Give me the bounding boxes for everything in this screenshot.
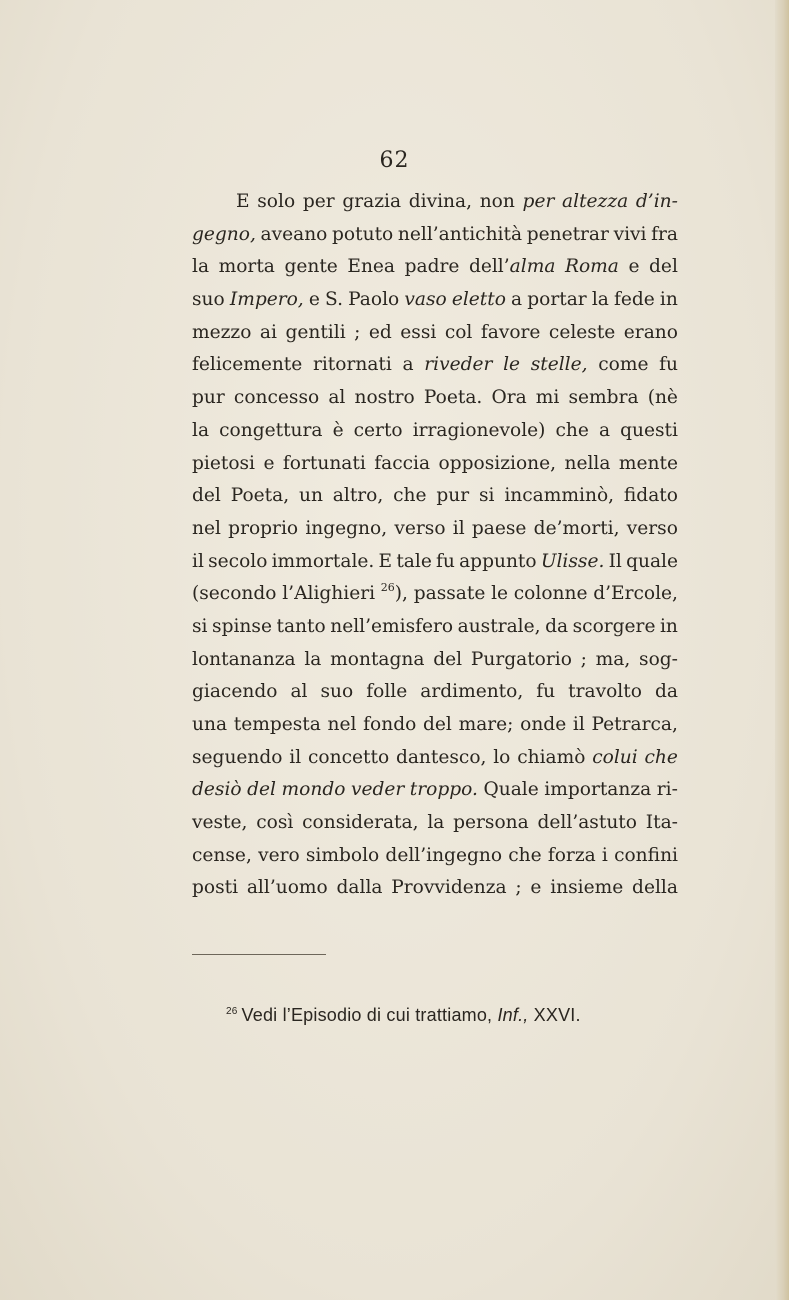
- word: veder: [350, 779, 405, 801]
- word: faccia: [374, 452, 431, 474]
- word: che: [393, 485, 427, 507]
- word: stelle,: [530, 354, 588, 376]
- word: ai: [259, 321, 277, 343]
- word: fede: [613, 289, 655, 311]
- word: erano: [623, 321, 678, 343]
- text-line: [192, 186, 678, 219]
- word: fidato: [623, 485, 678, 507]
- word: per: [302, 191, 335, 212]
- word: vaso: [404, 289, 447, 311]
- word: giacendo: [192, 681, 278, 703]
- word: persona: [453, 812, 529, 834]
- word: Poeta.: [423, 387, 483, 409]
- word: come: [598, 354, 649, 376]
- word: e: [628, 256, 640, 278]
- word: verso: [394, 517, 446, 539]
- word: incamminò,: [504, 485, 615, 507]
- word: seguendo: [192, 746, 283, 768]
- word: fondo: [363, 714, 417, 735]
- word: un: [298, 485, 323, 507]
- text-line: [192, 480, 678, 513]
- word: ;: [354, 321, 361, 343]
- word: e: [308, 289, 320, 311]
- page-number: 62: [379, 148, 410, 173]
- word: della: [632, 877, 678, 899]
- footnote-text-end: XXVI.: [528, 1005, 581, 1025]
- body-text: [192, 186, 678, 905]
- word: Roma: [564, 256, 619, 278]
- word: mente: [618, 452, 678, 474]
- text-line: [192, 448, 678, 481]
- word: Ita-: [645, 812, 678, 834]
- word: folle: [366, 681, 408, 703]
- word: in: [659, 615, 678, 637]
- word: non: [479, 191, 515, 212]
- word: posti: [192, 877, 239, 899]
- word: fu: [536, 681, 556, 703]
- word: montagna: [330, 648, 425, 670]
- text-line: [192, 251, 678, 284]
- word: penetrar: [526, 223, 609, 245]
- word: questi: [620, 419, 678, 441]
- word: appunto: [459, 550, 537, 572]
- word: grazia: [342, 191, 402, 212]
- word: lontananza: [192, 648, 296, 670]
- text-line: [192, 742, 678, 775]
- word: nell’emisfero: [330, 615, 454, 637]
- word: a: [402, 354, 414, 376]
- word: all’uomo: [246, 877, 328, 899]
- word: opposizione,: [438, 452, 557, 474]
- word: ardimento,: [420, 681, 524, 703]
- text-line: [192, 644, 678, 677]
- text-line: [192, 546, 678, 579]
- text-line: [192, 578, 678, 611]
- text-line: [192, 774, 678, 807]
- word: colonne: [513, 583, 588, 605]
- word: d’in-: [635, 191, 678, 212]
- word: del: [433, 648, 463, 670]
- word: solo: [257, 191, 296, 212]
- word: forza: [547, 844, 596, 866]
- word: col: [444, 321, 473, 343]
- word: concetto: [308, 746, 390, 768]
- word: del: [192, 485, 221, 507]
- text-line: [192, 382, 678, 415]
- word: suo: [192, 289, 225, 311]
- word: colui: [592, 746, 638, 768]
- word: simbolo: [305, 844, 380, 866]
- word: Ulisse.: [540, 550, 605, 572]
- word: fortunati: [282, 452, 366, 474]
- word: dell’astuto: [537, 812, 637, 834]
- word: padre: [404, 256, 460, 278]
- word: essi: [400, 321, 437, 343]
- word: nel: [192, 517, 221, 539]
- page-edge: [775, 0, 789, 1300]
- word: vivi: [613, 223, 647, 245]
- word: tale: [396, 550, 432, 572]
- word: secolo: [208, 550, 268, 572]
- word: concesso: [233, 387, 320, 409]
- word: troppo.: [409, 779, 478, 801]
- word: ingegno,: [305, 517, 388, 539]
- word: paese: [471, 517, 527, 539]
- text-line: [192, 840, 678, 873]
- word: suo: [320, 681, 354, 703]
- word: ;: [515, 877, 522, 899]
- word: passate: [413, 583, 486, 605]
- word: congettura: [219, 419, 323, 441]
- word: al: [328, 387, 346, 409]
- word: nel: [327, 714, 357, 735]
- word: de’morti,: [533, 517, 620, 539]
- word: mi: [535, 387, 560, 409]
- text-line: [192, 513, 678, 546]
- word: tanto: [276, 615, 326, 637]
- word: da: [545, 615, 569, 637]
- footnote: [226, 1005, 581, 1026]
- word: ritornati: [312, 354, 392, 376]
- word: il: [192, 550, 204, 572]
- word: nella: [564, 452, 611, 474]
- text-line: [192, 676, 678, 709]
- word: importanza: [544, 779, 652, 801]
- word: Impero,: [229, 289, 304, 311]
- word: altro,: [332, 485, 384, 507]
- word: scorgere: [572, 615, 656, 637]
- word: riveder: [424, 354, 493, 376]
- word: (secondo: [192, 583, 277, 605]
- word: aveano: [260, 223, 328, 245]
- word: verso: [626, 517, 678, 539]
- word: sog-: [639, 648, 678, 670]
- word: immortale.: [271, 550, 375, 572]
- footnote-reference: Inf.,: [497, 1005, 529, 1025]
- word: chiamò: [517, 746, 586, 768]
- word: la: [304, 648, 322, 670]
- word: (nè: [647, 387, 678, 409]
- word: dalla: [336, 877, 383, 899]
- word: dell’ingegno: [385, 844, 503, 866]
- word: mare;: [458, 714, 514, 735]
- word: del: [247, 779, 276, 801]
- word: felicemente: [192, 354, 303, 376]
- text-line: [192, 611, 678, 644]
- footnote-divider: [192, 954, 326, 955]
- word: Paolo: [348, 289, 400, 311]
- word: proprio: [228, 517, 299, 539]
- word: australe,: [457, 615, 541, 637]
- word: che: [555, 419, 589, 441]
- word: Purgatorio: [470, 648, 572, 670]
- word: insieme: [550, 877, 624, 899]
- word: S.: [325, 289, 343, 311]
- word: a: [598, 419, 611, 441]
- text-line: [192, 415, 678, 448]
- word: certo: [353, 419, 403, 441]
- word: onde: [520, 714, 567, 735]
- word: ri-: [656, 779, 678, 801]
- word: altezza: [562, 191, 629, 212]
- word: il: [289, 746, 302, 768]
- word: la: [192, 256, 210, 278]
- word: desiò: [192, 779, 242, 801]
- word: morta: [218, 256, 275, 278]
- word: divina,: [408, 191, 473, 212]
- word: spinse: [212, 615, 272, 637]
- word: l’Alighieri: [282, 583, 376, 605]
- word: mondo: [281, 779, 346, 801]
- word: tempesta: [233, 714, 321, 735]
- word: in: [659, 289, 678, 311]
- word: Ora: [491, 387, 527, 409]
- word: e: [530, 877, 542, 899]
- word: pur: [192, 387, 225, 409]
- footnote-text: Vedi l’Episodio di cui trattiamo,: [241, 1005, 498, 1025]
- word: nostro: [354, 387, 415, 409]
- text-line: [192, 872, 678, 905]
- word: ed: [368, 321, 392, 343]
- word: Provvidenza: [391, 877, 507, 899]
- word: Poeta,: [230, 485, 290, 507]
- word: confini: [614, 844, 678, 866]
- word: eletto: [451, 289, 506, 311]
- word: gentili: [285, 321, 346, 343]
- word: pur: [436, 485, 470, 507]
- word: che: [508, 844, 542, 866]
- word: le: [503, 354, 521, 376]
- word: il: [452, 517, 465, 539]
- word: a: [511, 289, 523, 311]
- word: ma,: [595, 648, 631, 670]
- word: portar: [527, 289, 587, 311]
- text-line: [192, 807, 678, 840]
- word: una: [192, 714, 228, 735]
- word: lo: [493, 746, 511, 768]
- word: nell’antichità: [397, 223, 523, 245]
- word: si: [192, 615, 208, 637]
- word: mezzo: [192, 321, 252, 343]
- word: $^{26}$),: [380, 581, 408, 605]
- word: vero: [258, 844, 300, 866]
- word: le: [491, 583, 509, 605]
- footnote-marker: 26: [226, 1006, 238, 1017]
- word: il: [572, 714, 585, 735]
- word: da: [654, 681, 678, 703]
- word: la: [427, 812, 445, 834]
- word: i: [601, 844, 608, 866]
- word: gente: [284, 256, 338, 278]
- word: fu: [659, 354, 678, 376]
- word: la: [192, 419, 210, 441]
- text-line: [192, 709, 678, 742]
- word: gegno,: [192, 223, 256, 245]
- word: del: [649, 256, 678, 278]
- word: travolto: [568, 681, 642, 703]
- word: la: [591, 289, 609, 311]
- word: è: [332, 419, 344, 441]
- word: Il: [608, 550, 622, 572]
- word: quale: [626, 550, 678, 572]
- word: Quale: [483, 779, 539, 801]
- word: sembra: [568, 387, 639, 409]
- word: ;: [580, 648, 587, 670]
- word: al: [290, 681, 308, 703]
- text-line: [192, 284, 678, 317]
- text-line: [192, 219, 678, 252]
- word: e: [263, 452, 275, 474]
- word: potuto: [332, 223, 394, 245]
- text-line: [192, 349, 678, 382]
- word: dantesco,: [395, 746, 487, 768]
- word: per: [522, 191, 555, 212]
- word: irragionevole): [412, 419, 546, 441]
- word: E: [378, 550, 393, 572]
- word: del: [423, 714, 452, 735]
- word: E: [236, 191, 250, 212]
- text-line: [192, 317, 678, 350]
- word: fra: [651, 223, 678, 245]
- word: favore: [480, 321, 541, 343]
- word: che: [644, 746, 678, 768]
- word: considerata,: [302, 812, 419, 834]
- word: così: [256, 812, 294, 834]
- word: pietosi: [192, 452, 256, 474]
- word: veste,: [192, 812, 248, 834]
- word: dell’alma: [468, 256, 556, 278]
- word: Enea: [347, 256, 396, 278]
- word: cense,: [192, 844, 252, 866]
- word: Petrarca,: [591, 714, 678, 735]
- word: d’Ercole,: [593, 583, 678, 605]
- word: celeste: [548, 321, 616, 343]
- word: si: [479, 485, 495, 507]
- word: fu: [436, 550, 455, 572]
